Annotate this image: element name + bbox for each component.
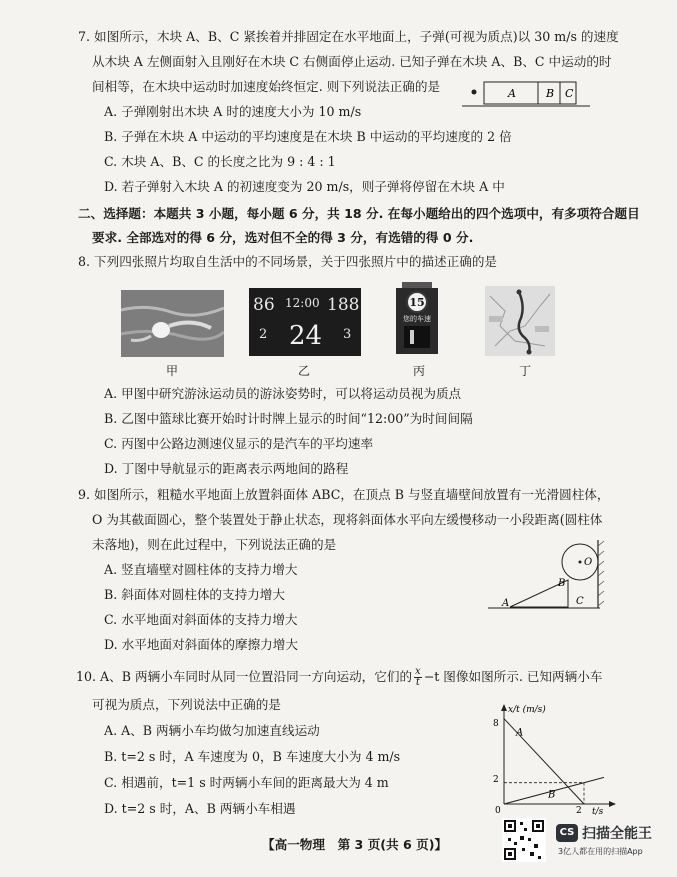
camscanner-tagline: 3亿人都在用的扫描App (558, 847, 643, 856)
q8-option-d: D. 丁图中导航显示的距离表示两地间的路程 (104, 461, 349, 476)
score-right: 188 (327, 295, 360, 315)
page-footer: 【高一物理 第 3 页(共 6 页)】 (262, 837, 448, 852)
camscanner-name: 扫描全能王 (582, 826, 652, 842)
q9-stem-line2: O 为其截面圆心，整个装置处于静止状态，现将斜面体水平向左缓慢移动一小段距离(圆柱体 (92, 512, 603, 527)
photo-scoreboard (249, 288, 361, 356)
incline-c-label: C (576, 596, 584, 607)
shot-clock: 24 (289, 321, 323, 351)
speed-limit-value: 15 (409, 296, 425, 309)
chart-y-label: x/t (m/s) (508, 705, 546, 715)
q10-fraction-num: x (415, 666, 421, 677)
q9-option-d: D. 水平地面对斜面体的摩擦力增大 (104, 637, 298, 652)
q7-stem-line3: 间相等，在木块中运动时加速度始终恒定. 则下列说法正确的是 (92, 79, 441, 94)
block-b-label: B (546, 87, 555, 100)
q10-fraction-den: t (415, 677, 420, 688)
series-b-label: B (548, 789, 556, 801)
caption-bing: 丙 (413, 364, 426, 378)
q8-option-c: C. 丙图中公路边测速仪显示的是汽车的平均速率 (104, 436, 374, 451)
camscanner-logo: CS (556, 824, 578, 842)
period-right: 3 (343, 327, 352, 342)
block-a-label: A (508, 87, 516, 100)
cylinder-center-label: O (584, 557, 593, 568)
q9-option-b: B. 斜面体对圆柱体的支持力增大 (104, 587, 285, 602)
q8-option-b: B. 乙图中篮球比赛开始时计时牌上显示的时间“12:00”为时间间隔 (104, 411, 473, 426)
chart-x-tick-0: 0 (495, 806, 501, 816)
bullet-icon (472, 90, 477, 95)
q10-option-d: D. t=2 s 时，A、B 两辆小车相遇 (104, 801, 296, 816)
q10-stem-line2: 可视为质点，下列说法中正确的是 (92, 697, 281, 712)
chart-x-label: t/s (592, 807, 604, 816)
q10-option-c: C. 相遇前，t=1 s 时两辆小车间的距离最大为 4 m (104, 775, 389, 790)
q7-option-d: D. 若子弹射入木块 A 的初速度变为 20 m/s，则子弹将停留在木块 A 中 (104, 179, 505, 194)
q7-option-a: A. 子弹刚射出木块 A 时的速度大小为 10 m/s (104, 104, 362, 119)
q7-option-b: B. 子弹在木块 A 中运动的平均速度是在木块 B 中运动的平均速度的 2 倍 (104, 129, 512, 144)
q8-stem: 8. 下列四张照片均取自生活中的不同场景，关于四张照片中的描述正确的是 (78, 254, 498, 269)
q7-stem-line1: 7. 如图所示，木块 A、B、C 紧挨着并排固定在水平地面上，子弹(可视为质点)以 30 m/s 的速度 (78, 29, 619, 44)
incline-a-label: A (502, 598, 510, 609)
game-clock: 12:00 (285, 296, 320, 310)
chart-y-arrow-icon (501, 704, 507, 711)
q9-option-a: A. 竖直墙壁对圆柱体的支持力增大 (104, 562, 298, 577)
block-c-label: C (565, 87, 574, 100)
q10-xt-t-chart (478, 700, 618, 816)
q10-fraction (414, 667, 422, 688)
q9-stem-line3: 未落地)，则在此过程中，下列说法正确的是 (92, 537, 337, 552)
caption-yi: 乙 (298, 364, 311, 378)
section2-heading-line2: 要求. 全部选对的得 6 分，选对但不全的得 3 分，有选错的得 0 分. (92, 230, 474, 245)
caption-jia: 甲 (166, 364, 179, 378)
chart-y-tick-2: 2 (493, 775, 499, 785)
q7-option-c: C. 木块 A、B、C 的长度之比为 9 : 4 : 1 (104, 154, 336, 169)
q10-option-b: B. t=2 s 时，A 车速度为 0，B 车速度大小为 4 m/s (104, 749, 401, 764)
q8-option-a: A. 甲图中研究游泳运动员的游泳姿势时，可以将运动员视为质点 (104, 386, 462, 401)
speed-sign-label: 您的车速 (403, 315, 431, 323)
q10-stem-part-a: 10. A、B 两辆小车同时从同一位置沿同一方向运动，它们的 (76, 669, 413, 684)
section2-heading-line1: 二、选择题：本题共 3 小题，每小题 6 分，共 18 分. 在每小题给出的四个选项中，有多项符合题目 (78, 206, 640, 221)
period-left: 2 (259, 327, 268, 342)
photo-speed-sign (392, 282, 442, 358)
photo-navigation-map (485, 286, 555, 356)
q7-stem-line2: 从木块 A 左侧面射入且刚好在木块 C 右侧面停止运动. 已知子弹在木块 A、B、C 中运动的时 (92, 54, 612, 69)
score-left: 86 (253, 295, 275, 315)
q9-stem-line1: 9. 如图所示，粗糙水平地面上放置斜面体 ABC，在顶点 B 与竖直墙壁间放置有一光滑圆柱体， (78, 487, 610, 502)
photo-swimmer (121, 290, 224, 357)
qr-code-icon (502, 818, 546, 862)
swimmer-cap-icon (152, 322, 170, 338)
q10-stem-line1 (76, 667, 602, 688)
q10-stem-part-b: −t 图像如图所示. 已知两辆小车 (423, 669, 603, 684)
incline-b-label: B (558, 578, 566, 589)
q10-option-a: A. A、B 两辆小车均做匀加速直线运动 (104, 723, 320, 738)
series-a-label: A (516, 727, 524, 739)
chart-y-tick-8: 8 (493, 719, 499, 729)
caption-ding: 丁 (519, 364, 532, 378)
chart-x-tick-2: 2 (576, 806, 582, 816)
q9-option-c: C. 水平地面对斜面体的支持力增大 (104, 612, 298, 627)
q7-bullet-blocks-figure (462, 80, 592, 110)
q9-cylinder-incline-figure (488, 540, 608, 612)
chart-x-arrow-icon (609, 801, 616, 807)
